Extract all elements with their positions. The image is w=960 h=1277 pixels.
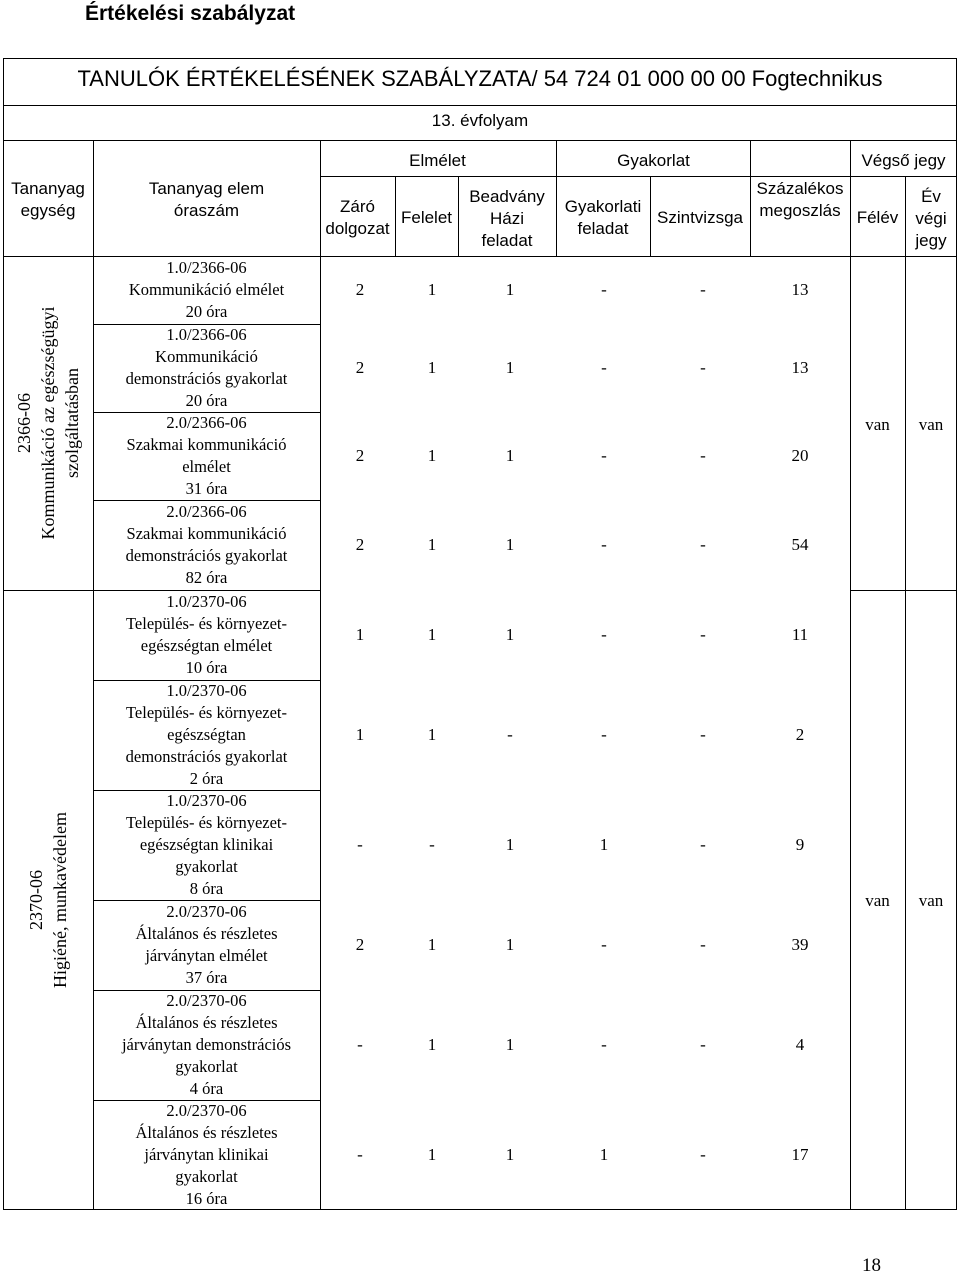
page-number: 18	[862, 1255, 881, 1276]
felev-grade: van	[865, 891, 890, 910]
score-cell: -	[700, 535, 706, 554]
table-title: TANULÓK ÉRTÉKELÉSÉNEK SZABÁLYZATA/ 54 724 01 000 00 00 Fogtechnikus	[77, 66, 883, 91]
element-cell-line: demonstrációs gyakorlat	[125, 747, 288, 766]
element-cell-line: 31 óra	[185, 479, 228, 498]
felev-column-rule	[905, 176, 906, 1210]
ev-header-line: Év	[921, 187, 941, 206]
element-cell-line: 10 óra	[185, 658, 228, 677]
element-column-rule	[320, 140, 321, 1210]
score-cell: -	[601, 935, 607, 954]
score-cell: -	[601, 280, 607, 299]
score-cell: -	[601, 725, 607, 744]
szazalek-header-line: megoszlás	[759, 201, 841, 220]
year-label: 13. évfolyam	[431, 111, 529, 130]
unit-header-line: Tananyag	[11, 179, 85, 198]
element-cell-line: 16 óra	[185, 1189, 228, 1208]
score-cell: 20	[791, 446, 809, 465]
score-cell: 1	[599, 835, 609, 854]
score-cell: 1	[427, 280, 437, 299]
unit-name: Higiéné, munkavédelem	[50, 812, 70, 988]
ev-grade: van	[918, 415, 944, 434]
element-cell-line: Kommunikáció	[155, 347, 258, 366]
ev-header-line: jegy	[915, 231, 947, 250]
score-cell: 1	[427, 935, 437, 954]
unit-header-line: egység	[20, 201, 76, 220]
score-cell: 1	[599, 1145, 609, 1164]
score-cell: -	[700, 1035, 706, 1054]
element-cell-line: 8 óra	[189, 879, 224, 898]
score-cell: 1	[427, 1035, 437, 1054]
element-header-line: Tananyag elem	[148, 179, 265, 198]
score-cell: -	[601, 535, 607, 554]
score-cell: 54	[791, 535, 809, 554]
element-cell-line: demonstrációs gyakorlat	[125, 369, 288, 388]
gyakorlat-header: Gyakorlat	[617, 151, 690, 170]
score-cell: -	[357, 835, 363, 854]
score-cell: 1	[505, 446, 515, 465]
element-cell-line: 2.0/2370-06	[166, 902, 247, 921]
score-cell: -	[429, 835, 435, 854]
element-cell-line: 20 óra	[185, 302, 228, 321]
score-cell: -	[601, 358, 607, 377]
element-cell-line: demonstrációs gyakorlat	[125, 546, 288, 565]
szazalek-column-rule	[850, 140, 851, 1210]
score-cell: 1	[427, 535, 437, 554]
element-cell-line: 2.0/2366-06	[166, 413, 247, 432]
score-cell: 2	[355, 535, 365, 554]
score-cell: 2	[355, 358, 365, 377]
score-cell: 4	[795, 1035, 805, 1054]
element-cell-line: Település- és környezet-	[125, 703, 288, 722]
score-cell: 2	[795, 725, 805, 744]
gyak-feladat-header-line: Gyakorlati	[564, 197, 642, 216]
final-grade-separator	[850, 590, 957, 591]
unit-name: Kommunikáció az egészségügyi szolgáltatásban	[38, 306, 82, 540]
score-cell: 1	[505, 535, 515, 554]
score-cell: 1	[505, 1145, 515, 1164]
element-cell-line: 1.0/2370-06	[166, 791, 247, 810]
felev-grade: van	[865, 415, 890, 434]
element-cell-line: 4 óra	[189, 1079, 224, 1098]
element-cell-line: Szakmai kommunikáció	[126, 524, 287, 543]
element-cell-line: Általános és részletes	[135, 924, 278, 943]
element-cell-line: Szakmai kommunikáció	[126, 435, 287, 454]
element-cell-line: 1.0/2366-06	[166, 325, 247, 344]
score-cell: -	[700, 280, 706, 299]
score-cell: -	[700, 1145, 706, 1164]
element-cell-line: 2 óra	[189, 769, 224, 788]
score-cell: 1	[505, 935, 515, 954]
score-cell: 17	[791, 1145, 809, 1164]
score-cell: -	[601, 1035, 607, 1054]
elmelet-header: Elmélet	[409, 151, 466, 170]
element-cell-line: 82 óra	[185, 568, 228, 587]
element-cell-line: Kommunikáció elmélet	[128, 280, 285, 299]
element-cell-line: egészségtan klinikai	[139, 835, 274, 854]
score-cell: -	[700, 625, 706, 644]
subheader-rule	[320, 176, 957, 177]
score-cell: 1	[427, 625, 437, 644]
score-cell: 1	[427, 1145, 437, 1164]
zaro-header-line: dolgozat	[325, 219, 390, 238]
element-cell-line: gyakorlat	[175, 1057, 238, 1076]
beadvany-header-line: feladat	[481, 231, 533, 250]
zaro-header-line: Záró	[340, 197, 375, 216]
element-cell-line: 2.0/2370-06	[166, 991, 247, 1010]
beadvany-header-line: Beadvány	[469, 187, 545, 206]
unit-label	[3, 590, 93, 1210]
felelet-header: Felelet	[400, 208, 453, 227]
score-cell: -	[700, 935, 706, 954]
element-cell-line: elmélet	[182, 457, 231, 476]
score-cell: 1	[355, 625, 365, 644]
beadvany-header-line: Házi	[489, 209, 524, 228]
ev-header-line: végi	[915, 209, 947, 228]
element-cell-line: egészségtan elmélet	[140, 636, 273, 655]
score-cell: -	[700, 446, 706, 465]
score-cell: 1	[505, 280, 515, 299]
element-cell-line: 1.0/2370-06	[166, 681, 247, 700]
page-heading: Értékelési szabályzat	[85, 2, 296, 25]
title-rule	[3, 105, 957, 106]
score-cell: -	[700, 725, 706, 744]
element-cell-line: Település- és környezet-	[125, 813, 288, 832]
element-cell-line: egészségtan	[167, 725, 246, 744]
score-cell: 11	[791, 625, 809, 644]
score-cell: -	[700, 358, 706, 377]
score-cell: 2	[355, 280, 365, 299]
score-cell: 1	[427, 446, 437, 465]
element-cell-line: járványtan klinikai	[144, 1145, 269, 1164]
score-cell: 9	[795, 835, 805, 854]
score-cell: 2	[355, 935, 365, 954]
score-cell: -	[357, 1145, 363, 1164]
unit-code: 2366-06	[14, 393, 34, 453]
score-cell: -	[507, 725, 513, 744]
element-cell-line: járványtan demonstrációs	[121, 1035, 292, 1054]
vegso-jegy-header: Végső jegy	[861, 151, 946, 170]
element-cell-line: Település- és környezet-	[125, 614, 288, 633]
score-cell: 1	[427, 725, 437, 744]
unit-code: 2370-06	[26, 870, 46, 930]
score-cell: -	[601, 446, 607, 465]
score-cell: 13	[791, 280, 809, 299]
element-cell-line: 1.0/2370-06	[166, 592, 247, 611]
szintvizsga-header: Szintvizsga	[657, 208, 743, 227]
score-cell: 1	[427, 358, 437, 377]
score-cell: 39	[791, 935, 809, 954]
score-cell: 1	[505, 1035, 515, 1054]
element-cell-line: 2.0/2366-06	[166, 502, 247, 521]
unit-label	[3, 256, 93, 590]
score-cell: 1	[505, 358, 515, 377]
element-cell-line: 20 óra	[185, 391, 228, 410]
gyak-feladat-header-line: feladat	[577, 219, 629, 238]
score-cell: 1	[505, 625, 515, 644]
score-cell: 1	[505, 835, 515, 854]
score-cell: -	[601, 625, 607, 644]
score-cell: -	[357, 1035, 363, 1054]
year-rule	[3, 140, 957, 141]
ev-grade: van	[918, 891, 944, 910]
element-cell-line: 37 óra	[185, 968, 228, 987]
score-cell: 1	[355, 725, 365, 744]
element-cell-line: Általános és részletes	[135, 1013, 278, 1032]
element-cell-line: 2.0/2370-06	[166, 1101, 247, 1120]
element-cell-line: 1.0/2366-06	[166, 258, 247, 277]
score-cell: -	[700, 835, 706, 854]
element-cell-line: gyakorlat	[175, 857, 238, 876]
score-cell: 13	[791, 358, 809, 377]
element-cell-line: gyakorlat	[175, 1167, 238, 1186]
element-cell-line: Általános és részletes	[135, 1123, 278, 1142]
felev-header: Félév	[856, 208, 899, 227]
element-header-line: óraszám	[173, 201, 240, 220]
element-cell-line: járványtan elmélet	[145, 946, 268, 965]
score-cell: 2	[355, 446, 365, 465]
szazalek-header-line: Százalékos	[756, 179, 844, 198]
